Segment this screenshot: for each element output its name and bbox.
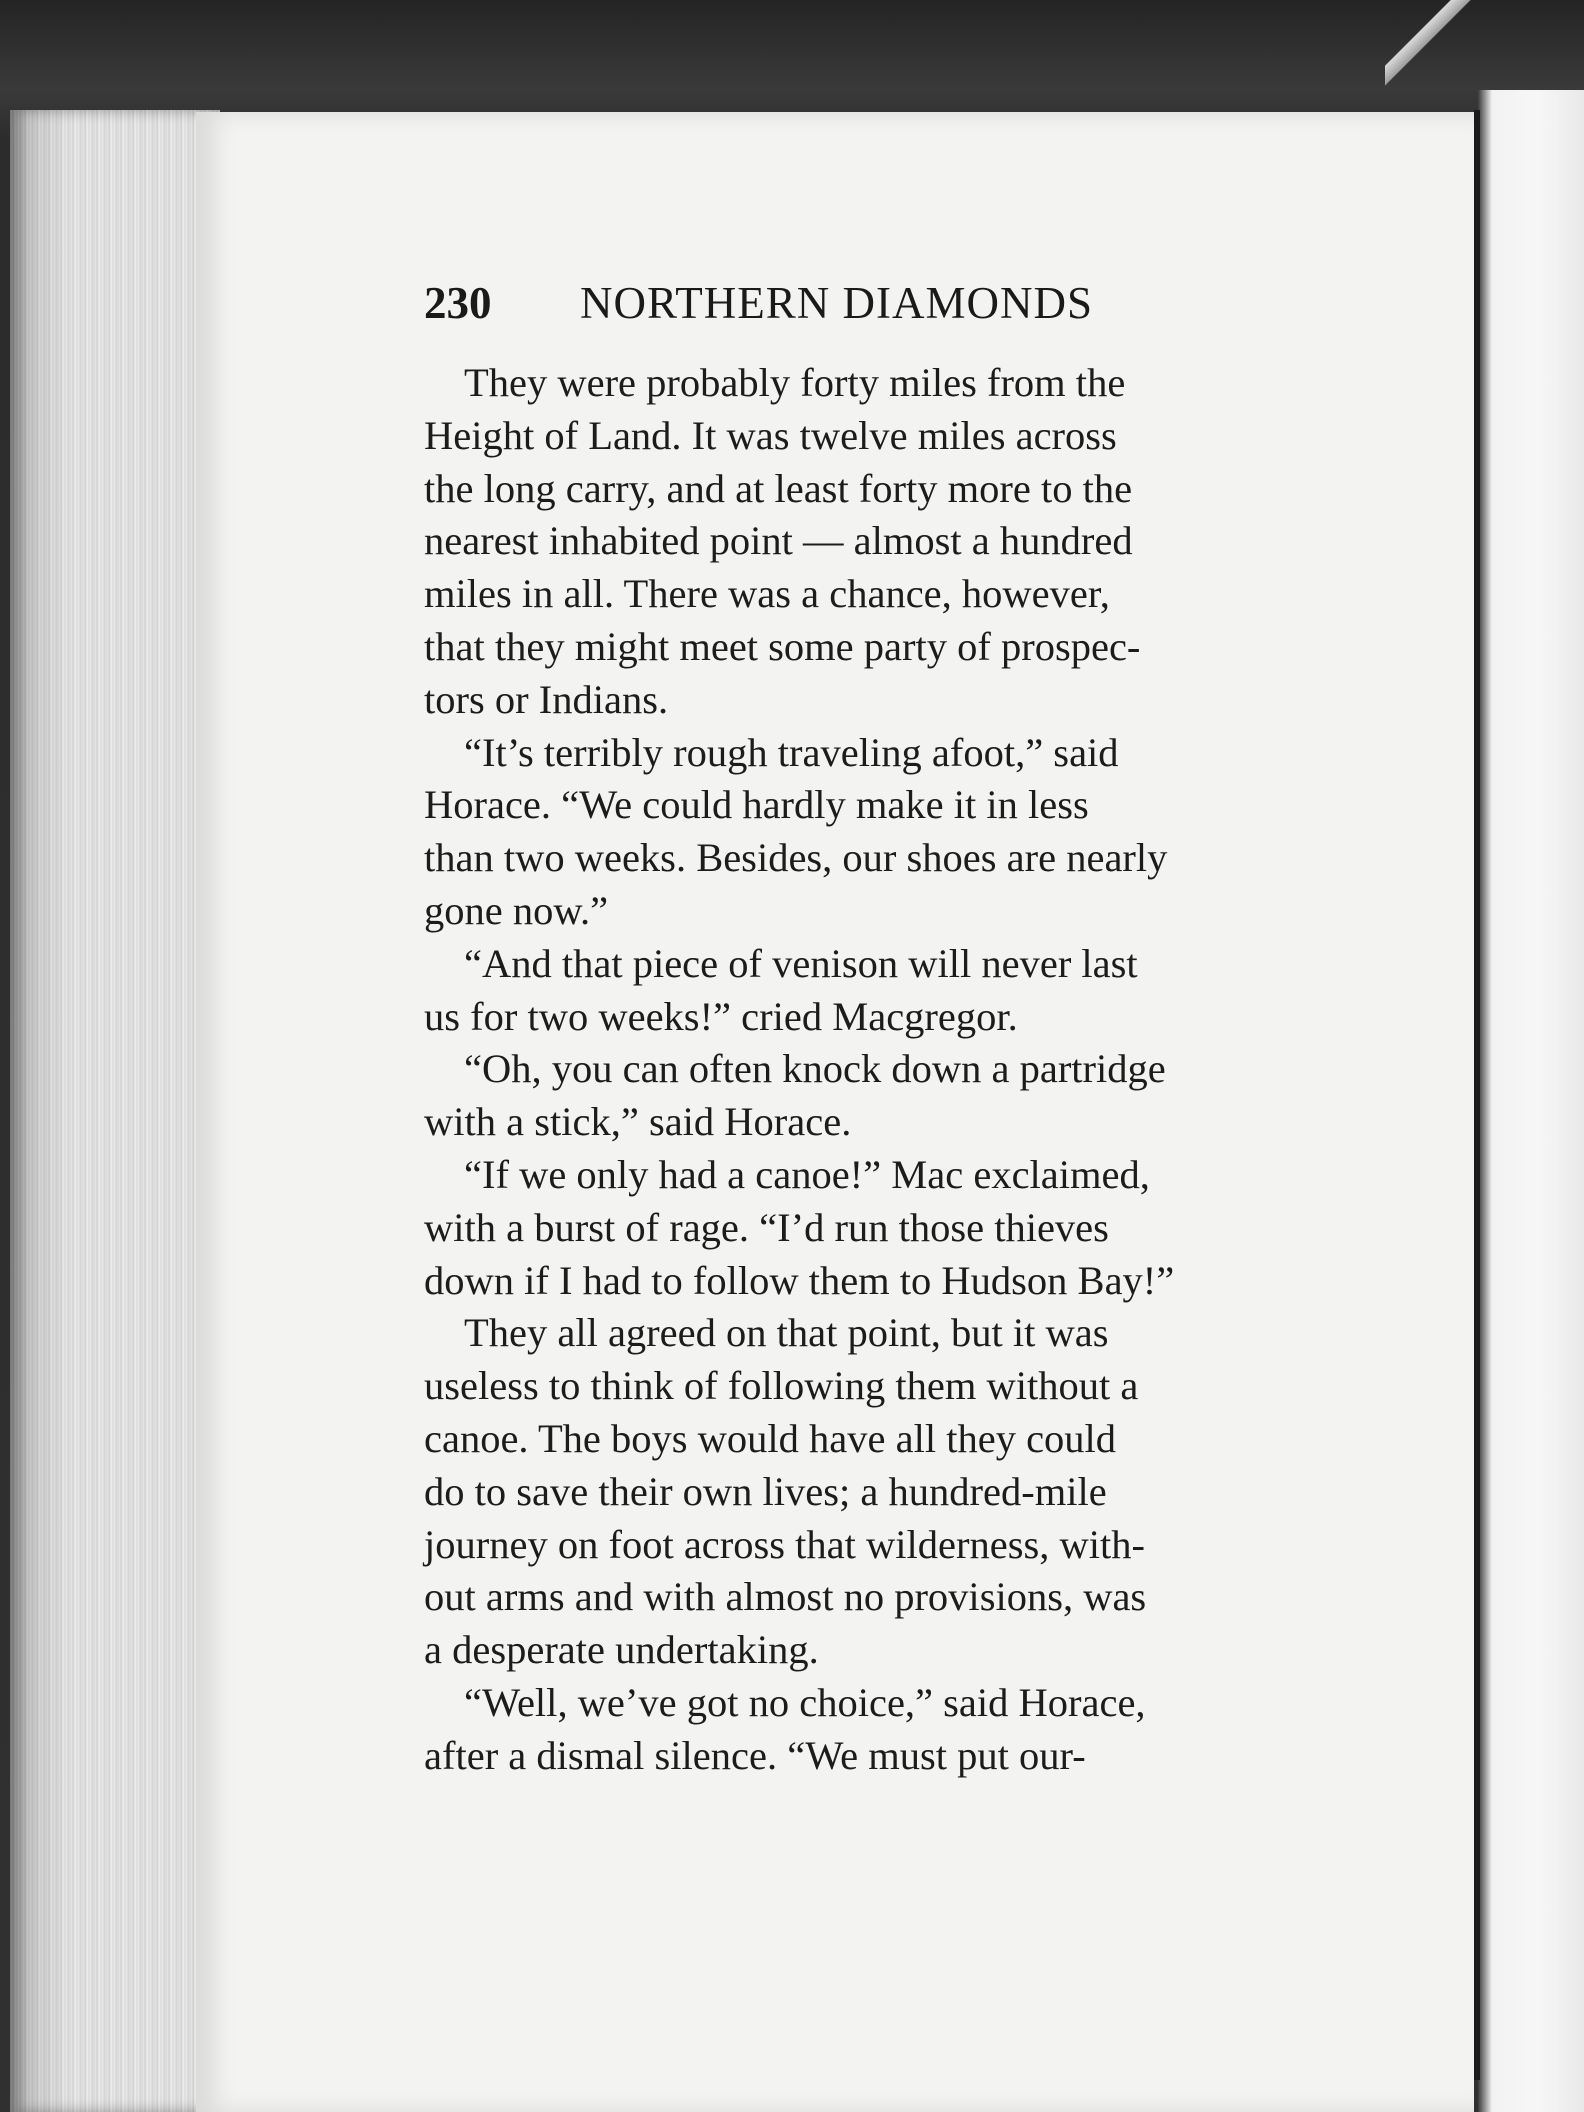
text-line: a desperate undertaking.: [424, 1627, 819, 1673]
page-number: 230: [424, 278, 492, 328]
text-line: do to save their own lives; a hundred-mile: [424, 1468, 1107, 1514]
page-corner-fold: [1385, 0, 1475, 115]
text-line: useless to think of following them without a: [424, 1363, 1139, 1409]
text-line: journey on foot across that wilderness, with-: [424, 1521, 1145, 1567]
text-line: They were probably forty miles from the: [464, 360, 1126, 405]
text-line: with a stick,” said Horace.: [424, 1099, 852, 1145]
text-line: down if I had to follow them to Hudson Bay!”: [424, 1257, 1175, 1303]
text-line: tors or Indians.: [424, 676, 669, 722]
text-line: out arms and with almost no provisions, was: [424, 1574, 1147, 1620]
text-line: Height of Land. It was twelve miles across: [424, 412, 1117, 458]
text-line: “Well, we’ve got no choice,” said Horace,: [464, 1679, 1146, 1725]
running-title: NORTHERN DIAMONDS: [580, 278, 1094, 328]
text-line: They all agreed on that point, but it was: [464, 1310, 1109, 1356]
text-line: that they might meet some party of prospec-: [424, 623, 1141, 669]
body-text: [424, 357, 1175, 1783]
text-line: “It’s terribly rough traveling afoot,” said: [464, 729, 1119, 775]
text-line: after a dismal silence. “We must put our-: [424, 1732, 1086, 1778]
text-line: than two weeks. Besides, our shoes are nearly: [424, 835, 1168, 881]
gutter-shadow: [1474, 110, 1480, 2080]
text-line: gone now.”: [424, 887, 609, 933]
text-line: the long carry, and at least forty more to the: [424, 465, 1133, 511]
text-line: “And that piece of venison will never last: [464, 940, 1138, 986]
text-line: nearest inhabited point — almost a hundred: [424, 518, 1133, 564]
text-line: miles in all. There was a chance, however,: [424, 571, 1110, 617]
text-line: “Oh, you can often knock down a partridge: [464, 1046, 1166, 1092]
text-line: canoe. The boys would have all they could: [424, 1415, 1117, 1461]
text-line: Horace. “We could hardly make it in less: [424, 782, 1089, 828]
text-line: “If we only had a canoe!” Mac exclaimed,: [464, 1151, 1150, 1197]
text-line: us for two weeks!” cried Macgregor.: [424, 993, 1018, 1039]
text-line: with a burst of rage. “I’d run those thieves: [424, 1204, 1109, 1250]
running-header: [424, 277, 1184, 337]
page-edges-shading: [10, 110, 220, 2112]
facing-page-edge: [1478, 90, 1584, 2112]
book-page: [196, 112, 1474, 2112]
